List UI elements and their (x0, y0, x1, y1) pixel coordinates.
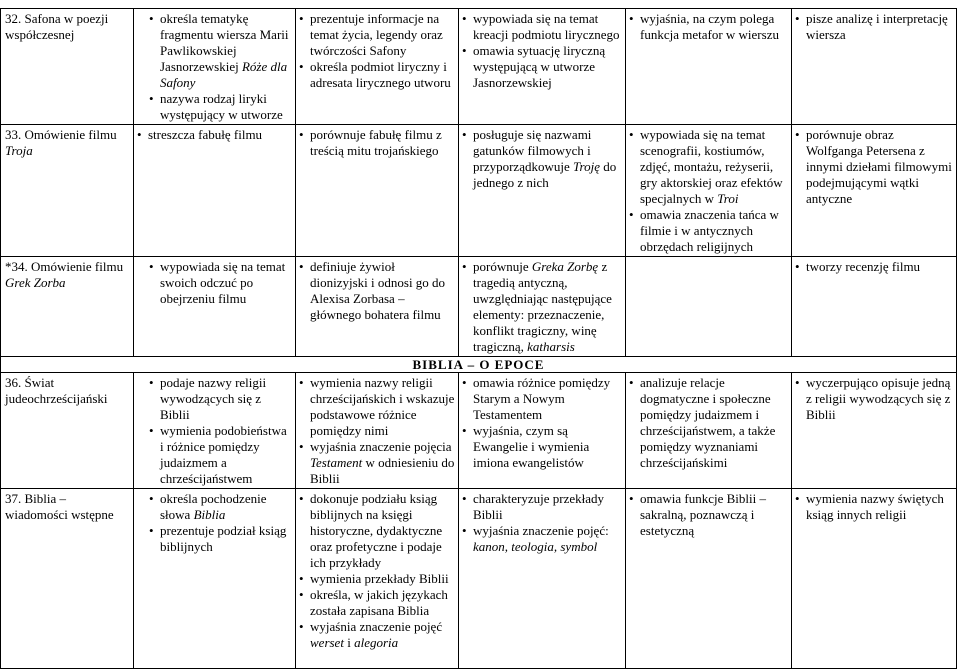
text: wyjaśnia znaczenie pojęcia (310, 439, 452, 454)
list-item (299, 439, 455, 487)
italic-text: katharsis (527, 339, 575, 354)
list-item (462, 259, 622, 355)
text: wymienia nazwy religii chrześcijańskich i wskazuje podstawowe różnice pomiędzy nimi (310, 375, 455, 438)
table-row (1, 125, 957, 257)
list-item (629, 11, 788, 43)
list-item (629, 127, 788, 207)
sufficient-requirements-cell (296, 373, 459, 489)
list-item (795, 375, 953, 423)
text: porównuje obraz Wolfganga Petersena z innymi dziełami filmowymi podejmującymi wątki antyczne (806, 127, 952, 206)
text: omawia różnice pomiędzy Starym a Nowym Testamentem (473, 375, 611, 422)
text: tworzy recenzję filmu (806, 259, 921, 274)
text: wyjaśnia znaczenie pojęć (310, 619, 443, 634)
sufficient-requirements-cell (296, 125, 459, 257)
text: wypowiada się na temat kreacji podmiotu lirycznego (473, 11, 620, 42)
list-item (149, 11, 292, 91)
text: z tragedią antyczną, uwzględniając następujące elementy: przeznaczenie, konflikt tragiczny, winę tragiczną, (473, 259, 612, 354)
italic-text: kanon, teologia, symbol (473, 539, 598, 554)
list-item (149, 491, 292, 523)
topic-cell: 37. Biblia – wiadomości wstępne (1, 489, 134, 669)
very-good-requirements-cell (626, 257, 792, 357)
italic-text: Biblia (193, 507, 226, 522)
sufficient-requirements-cell (296, 257, 459, 357)
italic-text: Troję (573, 159, 600, 174)
list-item (299, 571, 455, 587)
list-item (299, 259, 455, 323)
text: pisze analizę i interpretację wiersza (806, 11, 948, 42)
table-row (1, 373, 957, 489)
topic-cell: 32. Safona w poezji współczesnej (1, 9, 134, 125)
text: określa tematykę fragmentu wiersza Marii Pawlikowskiej Jasnorzewskiej (160, 11, 289, 74)
list-item (462, 11, 622, 43)
text: wymienia przekłady Biblii (310, 571, 449, 586)
sufficient-requirements-cell (296, 489, 459, 669)
list-item (629, 207, 788, 255)
text: charakteryzuje przekłady Biblii (473, 491, 605, 522)
italic-text: Testament (310, 455, 363, 470)
list-item (462, 43, 622, 91)
list-item (299, 619, 455, 651)
topic-cell: 33. Omówienie filmu Troja (1, 125, 134, 257)
very-good-requirements-cell (626, 9, 792, 125)
text: wymienia nazwy świętych ksiąg innych religii (806, 491, 944, 522)
table-row (1, 9, 957, 125)
curriculum-table (0, 8, 957, 669)
italic-text: werset (310, 635, 344, 650)
list-item (299, 375, 455, 439)
text: określa pochodzenie słowa (160, 491, 267, 522)
list-item (795, 491, 953, 523)
good-requirements-cell (459, 373, 626, 489)
list-item (462, 375, 622, 423)
excellent-requirements-cell (792, 257, 957, 357)
list-item (462, 491, 622, 523)
excellent-requirements-cell (792, 489, 957, 669)
text: wypowiada się na temat scenografii, kostiumów, zdjęć, montażu, reżyserii, gry aktorskiej oraz efektów specjalnych w (640, 127, 783, 206)
text: i (343, 635, 355, 650)
italic-text: Troi (717, 191, 739, 206)
text: do jednego z nich (473, 159, 617, 190)
text: wyczerpująco opisuje jedną z religii wywodzących się z Biblii (806, 375, 951, 422)
text: prezentuje informacje na temat życia, legendy oraz twórczości Safony (310, 11, 443, 58)
very-good-requirements-cell (626, 125, 792, 257)
text: wymienia podobieństwa i różnice pomiędzy judaizmem a chrześcijaństwem (160, 423, 287, 486)
excellent-requirements-cell (792, 125, 957, 257)
text: wyjaśnia znaczenie pojęć: (473, 523, 609, 538)
table-row (1, 489, 957, 669)
list-item (462, 423, 622, 471)
topic-cell: 36. Świat judeochrześcijański (1, 373, 134, 489)
basic-requirements-cell (134, 9, 296, 125)
text: porównuje (473, 259, 532, 274)
list-item (629, 375, 788, 471)
text: wyjaśnia, czym są Ewangelie i wymienia imiona ewangelistów (473, 423, 590, 470)
text: określa podmiot liryczny i adresata lirycznego utworu (310, 59, 451, 90)
section-header-row (1, 357, 957, 373)
sufficient-requirements-cell (296, 9, 459, 125)
text: dokonuje podziału ksiąg biblijnych na księgi historyczne, dydaktyczne oraz profetyczne i podaje ich przykłady (310, 491, 443, 570)
list-item (149, 523, 292, 555)
text: w odniesieniu do Biblii (310, 455, 455, 486)
list-item (299, 491, 455, 571)
list-item (629, 491, 788, 539)
list-item (299, 59, 455, 91)
italic-text: Greka Zorbę (531, 259, 599, 274)
very-good-requirements-cell (626, 373, 792, 489)
section-title: BIBLIA – O EPOCE (1, 357, 957, 373)
text: analizuje relacje dogmatyczne i społeczne pomiędzy judaizmem i chrześcijaństwem, a także pomiędzy wyznaniami chrześcijańskimi (640, 375, 776, 470)
text: omawia znaczenia tańca w filmie i w antycznych obrzędach religijnych (640, 207, 779, 254)
text: omawia funkcje Biblii – sakralną, poznawczą i estetyczną (640, 491, 767, 538)
very-good-requirements-cell (626, 489, 792, 669)
text: definiuje żywioł dionizyjski i odnosi go do Alexisa Zorbasa – głównego bohatera filmu (310, 259, 446, 322)
italic-text: alegoria (354, 635, 399, 650)
text: prezentuje podział ksiąg biblijnych (160, 523, 287, 554)
list-item (795, 127, 953, 207)
text: wypowiada się na temat swoich odczuć po obejrzeniu filmu (160, 259, 286, 306)
list-item (149, 423, 292, 487)
list-item (149, 91, 292, 123)
list-item (137, 127, 292, 143)
list-item (795, 11, 953, 43)
excellent-requirements-cell (792, 9, 957, 125)
text: streszcza fabułę filmu (148, 127, 263, 142)
italic-text: Róże dla Safony (160, 59, 288, 90)
basic-requirements-cell (134, 125, 296, 257)
good-requirements-cell (459, 489, 626, 669)
text: wyjaśnia, na czym polega funkcja metafor w wierszu (640, 11, 779, 42)
good-requirements-cell (459, 257, 626, 357)
list-item (149, 259, 292, 307)
table-row (1, 257, 957, 357)
good-requirements-cell (459, 125, 626, 257)
basic-requirements-cell (134, 257, 296, 357)
text: porównuje fabułę filmu z treścią mitu trojańskiego (310, 127, 442, 158)
basic-requirements-cell (134, 489, 296, 669)
list-item (462, 127, 622, 191)
list-item (299, 127, 455, 159)
text: podaje nazwy religii wywodzących się z Biblii (160, 375, 267, 422)
topic-cell: *34. Omówienie filmu Grek Zorba (1, 257, 134, 357)
excellent-requirements-cell (792, 373, 957, 489)
good-requirements-cell (459, 9, 626, 125)
text: określa, w jakich językach została zapisana Biblia (310, 587, 448, 618)
text: omawia sytuację liryczną występującą w utworze Jasnorzewskiej (473, 43, 606, 90)
list-item (149, 375, 292, 423)
list-item (299, 11, 455, 59)
list-item (795, 259, 953, 275)
list-item (462, 523, 622, 555)
list-item (299, 587, 455, 619)
text: posługuje się nazwami gatunków filmowych i przyporządkowuje (473, 127, 592, 174)
basic-requirements-cell (134, 373, 296, 489)
text: nazywa rodzaj liryki występujący w utworze (160, 91, 283, 122)
